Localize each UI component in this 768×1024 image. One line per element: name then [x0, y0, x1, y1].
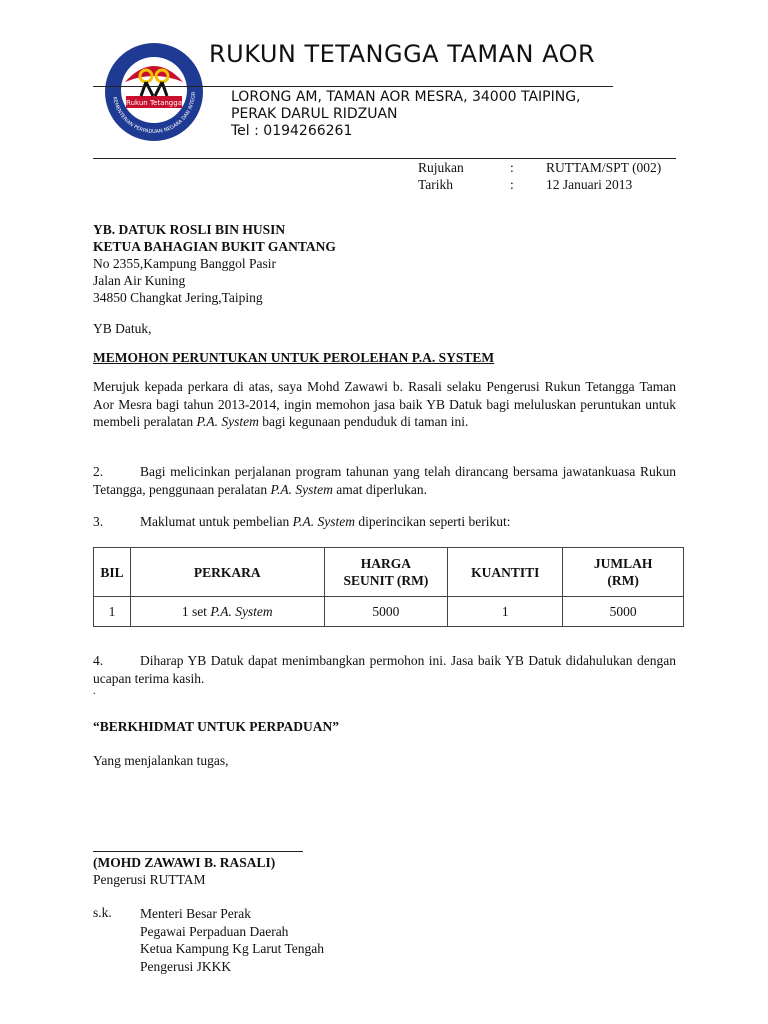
paragraph-1	[93, 378, 676, 431]
cell-perkara	[130, 597, 324, 627]
header-jumlah	[563, 548, 684, 597]
paragraph-1-text-b: bagi kegunaan penduduk di taman ini.	[258, 414, 469, 429]
header-harga-line-1: HARGA	[360, 556, 412, 571]
paragraph-1-text-a: Merujuk kepada perkara di atas, saya Mohd Zawawi b. Rasali selaku Pengerusi Rukun Tetangga Taman Aor Mesra bagi tahun 2013-2014, ingin memohon jasa baik YB Datuk bagi meluluskan peruntukan untuk membeli peralatan	[93, 379, 676, 429]
cc-label: s.k.	[93, 905, 112, 920]
phone-number: Tel : 0194266261	[231, 123, 353, 139]
table-header-row	[94, 548, 684, 597]
tarikh-value: 12 Januari 2013	[546, 177, 633, 192]
logo	[103, 40, 205, 144]
list-item: Pengerusi JKKK	[140, 958, 232, 974]
address-line-2: PERAK DARUL RIDZUAN	[231, 106, 398, 122]
cell-jumlah: 5000	[563, 597, 684, 627]
closing: Yang menjalankan tugas,	[93, 753, 229, 768]
logo-caption: Rukun Tetangga	[126, 99, 182, 107]
paragraph-2	[93, 463, 676, 498]
list-item: Menteri Besar Perak	[140, 906, 251, 921]
paragraph-3-emphasis: P.A. System	[292, 514, 355, 529]
paragraph-4	[93, 652, 676, 687]
header-bil: BIL	[94, 548, 131, 597]
paragraph-3-text-b: diperincikan seperti berikut:	[354, 514, 511, 529]
header-jumlah-line-2: (RM)	[607, 573, 639, 588]
signatory-name: (MOHD ZAWAWI B. RASALI)	[93, 855, 276, 870]
address-line-1: LORONG AM, TAMAN AOR MESRA, 34000 TAIPING,	[231, 89, 581, 105]
cell-perkara-emphasis: P.A. System	[210, 603, 273, 619]
paragraph-1-emphasis: P.A. System	[196, 414, 259, 429]
recipient-name: YB. DATUK ROSLI BIN HUSIN	[93, 222, 286, 237]
signatory-title: Pengerusi RUTTAM	[93, 872, 206, 887]
recipient-address-1: No 2355,Kampung Banggol Pasir	[93, 256, 276, 271]
logo-ring-text: KEMENTERIAN PERPADUAN NEGARA DAN INTEGR	[111, 91, 198, 136]
rujukan-value: RUTTAM/SPT (002)	[546, 160, 662, 175]
org-name: RUKUN TETANGGA TAMAN AOR	[209, 40, 596, 68]
motto: “BERKHIDMAT UNTUK PERPADUAN”	[93, 719, 340, 734]
header-divider-top	[93, 86, 613, 87]
list-item: Ketua Kampung Kg Larut Tengah	[140, 941, 325, 956]
paragraph-4-number: 4.	[93, 653, 104, 668]
cell-harga: 5000	[324, 597, 448, 627]
letter-subject: MEMOHON PERUNTUKAN UNTUK PEROLEHAN P.A. SYSTEM	[93, 350, 495, 365]
header-jumlah-line-1: JUMLAH	[593, 556, 653, 571]
header-perkara: PERKARA	[130, 548, 324, 597]
items-table	[93, 547, 684, 627]
paragraph-3-text-a: Maklumat untuk pembelian	[140, 514, 293, 529]
cc-list	[140, 905, 324, 975]
table-row	[94, 597, 684, 627]
recipient-block	[93, 221, 336, 306]
paragraph-3-number: 3.	[93, 514, 104, 529]
header-kuantiti: KUANTITI	[448, 548, 563, 597]
header-harga	[324, 548, 448, 597]
signature-line	[93, 851, 303, 852]
tarikh-separator: :	[510, 177, 514, 192]
paragraph-4-text: Diharap YB Datuk dapat menimbangkan permohon ini. Jasa baik YB Datuk didahulukan dengan ucapan terima kasih.	[93, 653, 676, 686]
recipient-address-3: 34850 Changkat Jering,Taiping	[93, 290, 263, 305]
cell-perkara-text: 1 set	[181, 603, 211, 619]
rujukan-label: Rujukan	[418, 160, 464, 175]
stray-dot: .	[93, 686, 96, 697]
recipient-title: KETUA BAHAGIAN BUKIT GANTANG	[93, 239, 336, 254]
rujukan-separator: :	[510, 160, 514, 175]
header-divider-bottom	[93, 158, 676, 159]
cell-bil: 1	[94, 597, 131, 627]
paragraph-2-emphasis: P.A. System	[270, 481, 333, 497]
tarikh-label: Tarikh	[418, 177, 454, 192]
cell-kuantiti: 1	[448, 597, 563, 627]
list-item: Pegawai Perpaduan Daerah	[140, 923, 289, 939]
paragraph-2-number: 2.	[93, 464, 104, 479]
paragraph-2-text-b: amat diperlukan.	[332, 481, 427, 497]
header-harga-line-2: SEUNIT (RM)	[343, 573, 429, 588]
rukun-tetangga-logo-icon	[103, 40, 205, 144]
recipient-address-2: Jalan Air Kuning	[93, 273, 186, 288]
paragraph-2-text-a: Bagi melicinkan perjalanan program tahunan yang telah dirancang bersama jawatankuasa Rukun Tetangga, penggunaan peralatan	[93, 464, 676, 497]
reference-block	[418, 160, 688, 194]
paragraph-3	[93, 514, 676, 530]
salutation: YB Datuk,	[93, 321, 152, 336]
